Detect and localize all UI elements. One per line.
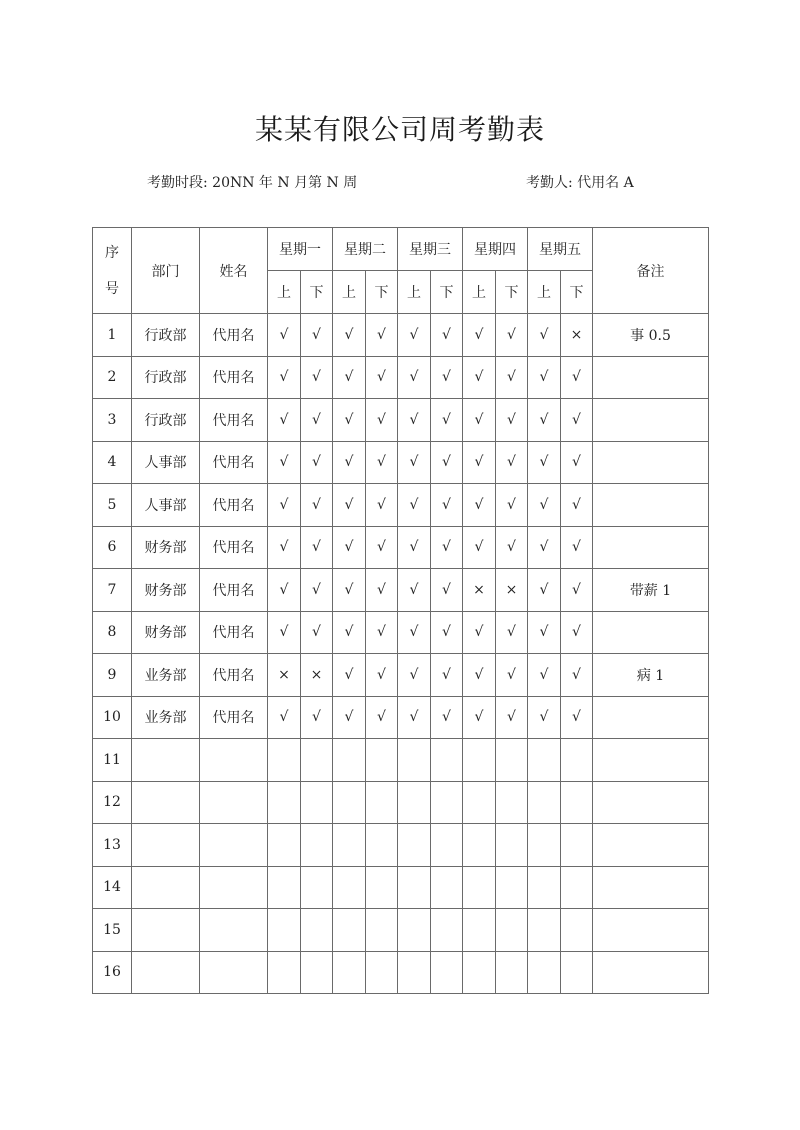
cell-attendance-mark — [561, 909, 593, 952]
cell-attendance-mark — [268, 909, 301, 952]
cell-attendance-mark: √ — [366, 484, 398, 527]
cell-name: 代用名 — [200, 569, 268, 612]
cell-attendance-mark — [496, 866, 528, 909]
cell-attendance-mark: × — [268, 654, 301, 697]
table-row — [93, 696, 709, 739]
cell-attendance-mark — [333, 866, 366, 909]
page-title: 某某有限公司周考勤表 — [254, 113, 545, 146]
cell-dept: 财务部 — [132, 526, 200, 569]
cell-attendance-mark — [301, 951, 333, 994]
cell-attendance-mark — [463, 781, 496, 824]
cell-attendance-mark — [561, 824, 593, 867]
cell-attendance-mark: √ — [496, 356, 528, 399]
cell-attendance-mark — [366, 951, 398, 994]
period-label: 考勤时段: — [147, 175, 208, 191]
table-header — [93, 228, 709, 314]
cell-attendance-mark — [561, 866, 593, 909]
cell-attendance-mark: √ — [301, 696, 333, 739]
cell-remark — [593, 356, 709, 399]
cell-remark — [593, 526, 709, 569]
cell-name: 代用名 — [200, 441, 268, 484]
cell-attendance-mark: √ — [268, 484, 301, 527]
cell-attendance-mark: √ — [398, 314, 431, 357]
cell-attendance-mark: √ — [398, 526, 431, 569]
cell-attendance-mark: √ — [301, 526, 333, 569]
cell-attendance-mark — [268, 824, 301, 867]
cell-attendance-mark — [561, 781, 593, 824]
cell-dept: 财务部 — [132, 569, 200, 612]
cell-attendance-mark — [268, 951, 301, 994]
cell-dept: 业务部 — [132, 654, 200, 697]
cell-attendance-mark — [366, 824, 398, 867]
table-row — [93, 866, 709, 909]
cell-remark — [593, 824, 709, 867]
cell-seq: 12 — [93, 781, 132, 824]
cell-attendance-mark — [301, 909, 333, 952]
cell-dept: 行政部 — [132, 399, 200, 442]
cell-attendance-mark — [398, 951, 431, 994]
cell-dept — [132, 739, 200, 782]
cell-name — [200, 866, 268, 909]
cell-dept: 财务部 — [132, 611, 200, 654]
cell-attendance-mark: √ — [561, 441, 593, 484]
header-day: 星期一 — [268, 228, 333, 271]
cell-name — [200, 824, 268, 867]
cell-remark — [593, 951, 709, 994]
cell-attendance-mark: √ — [496, 526, 528, 569]
cell-remark — [593, 739, 709, 782]
cell-seq: 1 — [93, 314, 132, 357]
cell-attendance-mark: √ — [268, 696, 301, 739]
cell-attendance-mark — [561, 739, 593, 782]
cell-name — [200, 781, 268, 824]
cell-attendance-mark: √ — [366, 569, 398, 612]
cell-attendance-mark — [431, 739, 463, 782]
header-am: 上 — [463, 271, 496, 314]
cell-seq: 13 — [93, 824, 132, 867]
cell-attendance-mark: √ — [463, 696, 496, 739]
table-body — [93, 314, 709, 994]
cell-attendance-mark — [528, 781, 561, 824]
cell-attendance-mark — [528, 951, 561, 994]
cell-attendance-mark — [496, 909, 528, 952]
cell-attendance-mark: √ — [431, 484, 463, 527]
header-day: 星期四 — [463, 228, 528, 271]
cell-dept: 人事部 — [132, 484, 200, 527]
table-row — [93, 314, 709, 357]
cell-seq: 16 — [93, 951, 132, 994]
cell-attendance-mark: √ — [431, 611, 463, 654]
cell-dept — [132, 951, 200, 994]
cell-attendance-mark: √ — [333, 356, 366, 399]
cell-seq: 5 — [93, 484, 132, 527]
cell-seq: 8 — [93, 611, 132, 654]
cell-attendance-mark: √ — [496, 441, 528, 484]
cell-dept: 业务部 — [132, 696, 200, 739]
table-row — [93, 739, 709, 782]
cell-attendance-mark — [398, 781, 431, 824]
cell-attendance-mark: √ — [301, 399, 333, 442]
cell-name: 代用名 — [200, 654, 268, 697]
cell-attendance-mark: √ — [333, 654, 366, 697]
cell-attendance-mark: √ — [528, 654, 561, 697]
cell-seq: 10 — [93, 696, 132, 739]
cell-attendance-mark: √ — [431, 399, 463, 442]
cell-attendance-mark: √ — [528, 526, 561, 569]
cell-seq: 11 — [93, 739, 132, 782]
cell-seq: 9 — [93, 654, 132, 697]
cell-attendance-mark — [333, 909, 366, 952]
table-row — [93, 569, 709, 612]
cell-attendance-mark — [528, 909, 561, 952]
cell-attendance-mark: √ — [398, 696, 431, 739]
cell-attendance-mark — [431, 824, 463, 867]
cell-attendance-mark — [463, 951, 496, 994]
table-row — [93, 526, 709, 569]
cell-attendance-mark: √ — [561, 611, 593, 654]
cell-dept — [132, 824, 200, 867]
cell-name — [200, 951, 268, 994]
table-row — [93, 909, 709, 952]
cell-name: 代用名 — [200, 356, 268, 399]
header-pm: 下 — [301, 271, 333, 314]
cell-attendance-mark — [496, 781, 528, 824]
cell-attendance-mark: √ — [496, 484, 528, 527]
cell-attendance-mark — [398, 866, 431, 909]
cell-attendance-mark — [366, 739, 398, 782]
attendance-table — [92, 227, 709, 994]
header-am: 上 — [528, 271, 561, 314]
cell-attendance-mark: √ — [561, 399, 593, 442]
cell-attendance-mark: √ — [431, 314, 463, 357]
cell-attendance-mark: √ — [366, 356, 398, 399]
cell-remark: 病 1 — [593, 654, 709, 697]
checker-value: 代用名 A — [577, 175, 634, 191]
cell-seq: 7 — [93, 569, 132, 612]
cell-dept: 行政部 — [132, 314, 200, 357]
cell-attendance-mark — [463, 866, 496, 909]
cell-name: 代用名 — [200, 484, 268, 527]
header-pm: 下 — [431, 271, 463, 314]
cell-attendance-mark: √ — [431, 654, 463, 697]
cell-remark — [593, 399, 709, 442]
period-info — [147, 172, 357, 192]
cell-remark — [593, 441, 709, 484]
cell-attendance-mark: √ — [398, 356, 431, 399]
cell-attendance-mark: √ — [398, 399, 431, 442]
cell-attendance-mark — [398, 739, 431, 782]
cell-remark — [593, 909, 709, 952]
header-am: 上 — [398, 271, 431, 314]
cell-attendance-mark — [333, 824, 366, 867]
cell-attendance-mark — [463, 909, 496, 952]
table-row — [93, 441, 709, 484]
cell-remark — [593, 611, 709, 654]
cell-attendance-mark — [301, 866, 333, 909]
cell-attendance-mark — [496, 951, 528, 994]
cell-attendance-mark: √ — [333, 569, 366, 612]
cell-attendance-mark: √ — [496, 696, 528, 739]
cell-remark: 带薪 1 — [593, 569, 709, 612]
cell-seq: 14 — [93, 866, 132, 909]
cell-attendance-mark: √ — [366, 654, 398, 697]
header-day: 星期三 — [398, 228, 463, 271]
cell-attendance-mark — [366, 909, 398, 952]
table-row — [93, 399, 709, 442]
cell-attendance-mark — [366, 781, 398, 824]
cell-attendance-mark: √ — [333, 441, 366, 484]
header-seq — [93, 228, 132, 314]
cell-attendance-mark: √ — [561, 484, 593, 527]
cell-attendance-mark: √ — [528, 441, 561, 484]
cell-attendance-mark: √ — [561, 569, 593, 612]
header-name: 姓名 — [200, 228, 268, 314]
cell-attendance-mark: √ — [398, 569, 431, 612]
cell-attendance-mark: √ — [333, 611, 366, 654]
header-pm: 下 — [496, 271, 528, 314]
header-dept: 部门 — [132, 228, 200, 314]
cell-attendance-mark: √ — [268, 441, 301, 484]
cell-attendance-mark: √ — [528, 399, 561, 442]
cell-seq: 4 — [93, 441, 132, 484]
cell-attendance-mark: √ — [496, 654, 528, 697]
cell-attendance-mark: √ — [463, 526, 496, 569]
cell-attendance-mark: × — [463, 569, 496, 612]
cell-attendance-mark — [528, 824, 561, 867]
cell-attendance-mark: √ — [528, 356, 561, 399]
table-row — [93, 951, 709, 994]
cell-attendance-mark — [301, 824, 333, 867]
cell-name: 代用名 — [200, 314, 268, 357]
cell-attendance-mark: √ — [333, 696, 366, 739]
cell-dept — [132, 909, 200, 952]
cell-attendance-mark: √ — [431, 569, 463, 612]
cell-attendance-mark — [463, 739, 496, 782]
cell-attendance-mark: √ — [496, 399, 528, 442]
table-row — [93, 824, 709, 867]
cell-attendance-mark: √ — [333, 314, 366, 357]
table-row — [93, 654, 709, 697]
table-row — [93, 781, 709, 824]
cell-attendance-mark: √ — [301, 569, 333, 612]
cell-attendance-mark — [496, 739, 528, 782]
cell-name — [200, 909, 268, 952]
cell-remark — [593, 866, 709, 909]
cell-attendance-mark: √ — [301, 314, 333, 357]
cell-attendance-mark: √ — [398, 484, 431, 527]
checker-label: 考勤人: — [526, 175, 573, 191]
cell-attendance-mark: √ — [398, 611, 431, 654]
cell-name: 代用名 — [200, 611, 268, 654]
cell-attendance-mark: √ — [366, 696, 398, 739]
table-row — [93, 611, 709, 654]
cell-attendance-mark — [431, 781, 463, 824]
cell-attendance-mark: √ — [366, 399, 398, 442]
cell-attendance-mark: √ — [463, 314, 496, 357]
cell-attendance-mark: √ — [528, 484, 561, 527]
cell-attendance-mark: √ — [561, 696, 593, 739]
cell-attendance-mark: √ — [301, 484, 333, 527]
cell-name — [200, 739, 268, 782]
cell-seq: 2 — [93, 356, 132, 399]
cell-attendance-mark: √ — [333, 484, 366, 527]
cell-attendance-mark: √ — [463, 611, 496, 654]
cell-name: 代用名 — [200, 399, 268, 442]
header-day: 星期二 — [333, 228, 398, 271]
cell-attendance-mark: √ — [463, 654, 496, 697]
cell-attendance-mark: √ — [561, 356, 593, 399]
cell-attendance-mark: √ — [431, 356, 463, 399]
table-row — [93, 484, 709, 527]
checker-info — [526, 172, 634, 192]
cell-attendance-mark — [333, 951, 366, 994]
header-am: 上 — [333, 271, 366, 314]
cell-attendance-mark: √ — [463, 356, 496, 399]
header-pm: 下 — [366, 271, 398, 314]
cell-attendance-mark — [528, 866, 561, 909]
cell-remark — [593, 696, 709, 739]
cell-attendance-mark: √ — [333, 399, 366, 442]
cell-attendance-mark: √ — [463, 484, 496, 527]
cell-attendance-mark: √ — [561, 526, 593, 569]
cell-attendance-mark: √ — [268, 356, 301, 399]
cell-remark — [593, 484, 709, 527]
cell-attendance-mark — [398, 824, 431, 867]
cell-attendance-mark — [431, 866, 463, 909]
cell-attendance-mark — [268, 739, 301, 782]
cell-dept: 行政部 — [132, 356, 200, 399]
cell-attendance-mark: √ — [301, 611, 333, 654]
cell-dept — [132, 781, 200, 824]
cell-attendance-mark — [496, 824, 528, 867]
header-pm: 下 — [561, 271, 593, 314]
cell-attendance-mark: √ — [561, 654, 593, 697]
cell-seq: 6 — [93, 526, 132, 569]
header-seq-bottom: 号 — [105, 280, 119, 297]
cell-seq: 3 — [93, 399, 132, 442]
cell-attendance-mark: × — [496, 569, 528, 612]
cell-attendance-mark: √ — [268, 611, 301, 654]
cell-attendance-mark: √ — [366, 314, 398, 357]
cell-attendance-mark: √ — [431, 696, 463, 739]
cell-attendance-mark — [333, 781, 366, 824]
cell-remark — [593, 781, 709, 824]
table-row — [93, 356, 709, 399]
cell-attendance-mark — [268, 866, 301, 909]
cell-attendance-mark — [528, 739, 561, 782]
cell-name: 代用名 — [200, 696, 268, 739]
cell-dept: 人事部 — [132, 441, 200, 484]
cell-attendance-mark — [301, 781, 333, 824]
cell-attendance-mark: √ — [268, 526, 301, 569]
period-value: 20NN 年 N 月第 N 周 — [212, 175, 358, 191]
cell-remark: 事 0.5 — [593, 314, 709, 357]
header-am: 上 — [268, 271, 301, 314]
cell-attendance-mark: √ — [463, 441, 496, 484]
cell-attendance-mark — [333, 739, 366, 782]
cell-attendance-mark: √ — [528, 569, 561, 612]
cell-attendance-mark: × — [561, 314, 593, 357]
header-day: 星期五 — [528, 228, 593, 271]
cell-attendance-mark: √ — [366, 441, 398, 484]
cell-attendance-mark: √ — [528, 611, 561, 654]
header-remark: 备注 — [593, 228, 709, 314]
cell-attendance-mark: √ — [528, 696, 561, 739]
cell-attendance-mark — [301, 739, 333, 782]
cell-attendance-mark: × — [301, 654, 333, 697]
cell-attendance-mark: √ — [301, 441, 333, 484]
cell-attendance-mark: √ — [268, 569, 301, 612]
cell-name: 代用名 — [200, 526, 268, 569]
cell-attendance-mark: √ — [528, 314, 561, 357]
cell-attendance-mark: √ — [366, 611, 398, 654]
cell-attendance-mark — [463, 824, 496, 867]
cell-attendance-mark: √ — [268, 314, 301, 357]
cell-attendance-mark: √ — [496, 611, 528, 654]
cell-attendance-mark — [268, 781, 301, 824]
cell-attendance-mark — [366, 866, 398, 909]
cell-attendance-mark: √ — [398, 654, 431, 697]
cell-attendance-mark: √ — [463, 399, 496, 442]
cell-attendance-mark — [561, 951, 593, 994]
cell-seq: 15 — [93, 909, 132, 952]
cell-dept — [132, 866, 200, 909]
cell-attendance-mark: √ — [366, 526, 398, 569]
cell-attendance-mark: √ — [431, 526, 463, 569]
cell-attendance-mark — [431, 951, 463, 994]
cell-attendance-mark: √ — [431, 441, 463, 484]
header-seq-top: 序 — [105, 244, 119, 261]
cell-attendance-mark: √ — [333, 526, 366, 569]
cell-attendance-mark: √ — [301, 356, 333, 399]
cell-attendance-mark — [398, 909, 431, 952]
cell-attendance-mark: √ — [496, 314, 528, 357]
cell-attendance-mark: √ — [398, 441, 431, 484]
cell-attendance-mark: √ — [268, 399, 301, 442]
cell-attendance-mark — [431, 909, 463, 952]
